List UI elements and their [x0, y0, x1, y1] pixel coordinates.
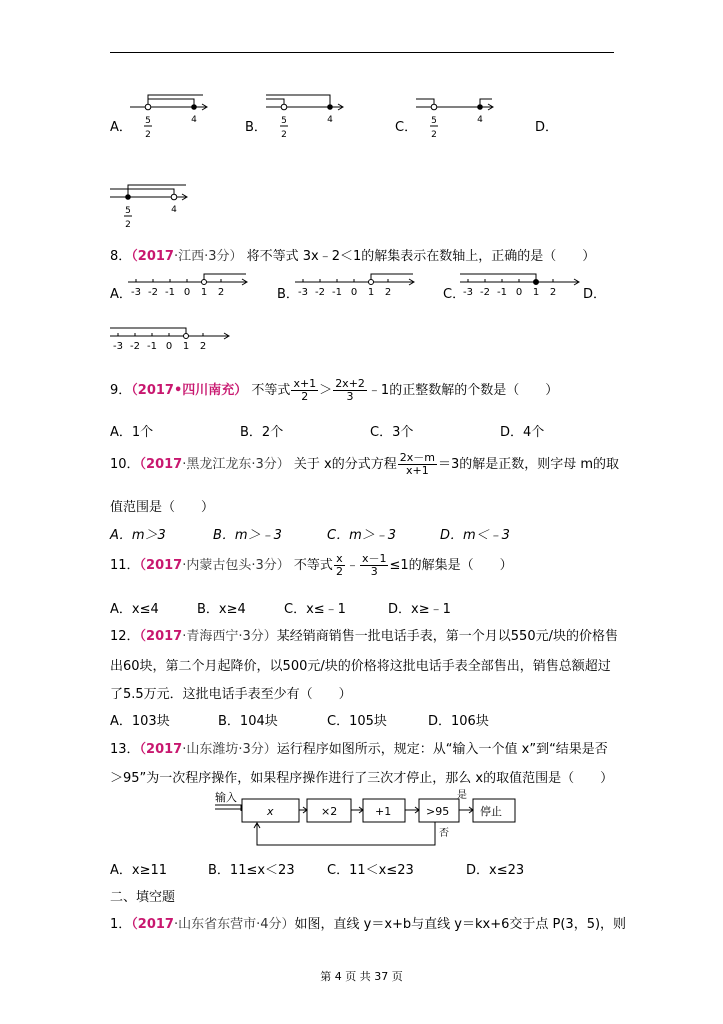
label-four: 4	[327, 115, 333, 125]
tick-label: 2	[384, 287, 392, 298]
q7-option-a-numberline	[128, 90, 213, 145]
label-two: 2	[431, 130, 437, 140]
q7-option-c-numberline	[414, 90, 499, 145]
q10-stem: 10．（2017·黑龙江龙东·3分） 关于 x的分式方程 $\frac{2x-m}{x+1}$ ＝3的解是正数，则字母 m的取	[110, 451, 620, 477]
label-four: 4	[191, 115, 197, 125]
tick-label: -3	[113, 341, 123, 352]
label-two: 2	[145, 130, 151, 140]
flow-no-label: 否	[439, 828, 449, 839]
tick-label: 0	[165, 341, 173, 352]
tick-label: -2	[480, 287, 490, 298]
flow-stop-box: 停止	[480, 805, 502, 818]
q7-option-c-label: C．	[395, 120, 418, 135]
q8-stem: 8．（2017·江西·3分） 将不等式 3x﹣2＜1的解集表示在数轴上，正确的是（ ）	[110, 249, 596, 264]
q11-stem: 11．（2017·内蒙古包头·3分） 不等式 $\frac{x}{2}$ ﹣ $\frac{x-1}{3}$ ≤1的解集是（ ）	[110, 552, 513, 578]
q11-option-d: D．x≥﹣1	[388, 602, 451, 617]
q12-stem-line2: 出60块，第二个月起降价，以500元/块的价格将这批电话手表全部售出，销售总额超过	[110, 659, 611, 674]
q13-stem-line1: 13．（2017·山东潍坊·3分）运行程序如图所示，规定：从“输入一个值 x”到“结果是否	[110, 742, 608, 757]
q8-option-d-label: D．	[583, 287, 607, 302]
section-heading: 二、填空题	[110, 890, 176, 905]
q12-option-a: A．103块	[110, 714, 170, 729]
q7-option-d-numberline	[108, 180, 193, 235]
tick-label: -1	[165, 287, 175, 298]
tick-label: -3	[298, 287, 308, 298]
q8-option-d-numberline	[110, 324, 240, 360]
q12-stem-line1: 12．（2017·青海西宁·3分）某经销商销售一批电话手表，第一个月以550元/块的价格售	[110, 629, 618, 644]
q13-option-b: B．11≤x＜23	[208, 863, 295, 878]
tick-label: 2	[199, 341, 207, 352]
tick-label: -3	[131, 287, 141, 298]
q9-stem: 9．（2017•四川南充） 不等式 $\frac{x+1}{2}$ ＞ $\frac{2x+2}{3}$ ﹣1的正整数解的个数是（ ）	[110, 377, 559, 403]
endpoint-marker	[184, 334, 189, 339]
q11-option-a: A．x≤4	[110, 602, 159, 617]
label-two: 2	[125, 220, 131, 230]
label-four: 4	[477, 115, 483, 125]
endpoint-marker	[369, 280, 374, 285]
tick-label: -1	[497, 287, 507, 298]
tick-label: 1	[532, 287, 540, 298]
q9-option-b: B．2个	[240, 425, 284, 440]
q12-stem-line3: 了5.5万元．这批电话手表至少有（ ）	[110, 687, 352, 702]
q7-option-b-label: B．	[245, 120, 267, 135]
endpoint-marker	[202, 280, 207, 285]
endpoint-marker	[534, 280, 539, 285]
tick-label: 2	[217, 287, 225, 298]
q11-option-b: B．x≥4	[197, 602, 246, 617]
q9-option-a: A．1个	[110, 425, 154, 440]
label-four: 4	[171, 205, 177, 215]
flow-times2-box: ×2	[321, 805, 338, 818]
q10-option-b: B．m＞﹣3	[213, 528, 282, 543]
q7-option-b-numberline	[264, 90, 349, 145]
q10-stem-line2: 值范围是（ ）	[110, 500, 215, 515]
q13-option-c: C．11＜x≤23	[327, 863, 414, 878]
label-five: 5	[281, 116, 287, 126]
q10-option-d: D．m＜﹣3	[440, 528, 510, 543]
q12-option-d: D．106块	[428, 714, 489, 729]
q9-option-d: D．4个	[500, 425, 545, 440]
q8-option-a-numberline	[128, 270, 258, 306]
label-five: 5	[125, 206, 131, 216]
tick-label: 2	[549, 287, 557, 298]
label-five: 5	[145, 116, 151, 126]
tick-label: -1	[147, 341, 157, 352]
q13-flowchart	[205, 788, 525, 852]
q13-option-d: D．x≤23	[466, 863, 525, 878]
label-two: 2	[281, 130, 287, 140]
flow-cond-box: >95	[426, 805, 450, 818]
flow-input-label: 输入	[215, 791, 237, 804]
tick-label: -2	[130, 341, 140, 352]
tick-label: -2	[148, 287, 158, 298]
q8-option-a-label: A．	[110, 287, 132, 302]
header-rule	[110, 52, 614, 53]
label-five: 5	[431, 116, 437, 126]
q8-option-b-numberline	[295, 270, 425, 306]
q13-option-a: A．x≥11	[110, 863, 168, 878]
tick-label: 0	[350, 287, 358, 298]
q7-option-a-label: A．	[110, 120, 132, 135]
tick-label: 0	[515, 287, 523, 298]
tick-label: 1	[182, 341, 190, 352]
tick-label: 1	[200, 287, 208, 298]
page-footer: 第 4 页 共 37 页	[320, 970, 403, 983]
flow-x-box: x	[267, 805, 274, 818]
tick-label: -2	[315, 287, 325, 298]
tick-label: 1	[367, 287, 375, 298]
q8-option-c-label: C．	[443, 287, 466, 302]
tick-label: -3	[463, 287, 473, 298]
q7-option-d-label: D．	[535, 120, 559, 135]
flow-plus1-box: +1	[375, 805, 392, 818]
q9-option-c: C．3个	[370, 425, 414, 440]
q8-option-c-numberline	[460, 270, 590, 306]
q12-option-c: C．105块	[327, 714, 387, 729]
tick-label: -1	[332, 287, 342, 298]
q10-option-c: C．m＞﹣3	[327, 528, 397, 543]
q13-stem-line2: ＞95”为一次程序操作，如果程序操作进行了三次才停止，那么 x的取值范围是（ ）	[110, 771, 614, 786]
tick-label: 0	[183, 287, 191, 298]
q8-option-b-label: B．	[277, 287, 299, 302]
q12-option-b: B．104块	[218, 714, 278, 729]
fill-q1-stem: 1．（2017·山东省东营市·4分）如图，直线 y＝x+b与直线 y＝kx+6交于点 P(3，5)，则	[110, 917, 627, 932]
q11-option-c: C．x≤﹣1	[284, 602, 346, 617]
flow-yes-label: 是	[457, 790, 467, 801]
q10-option-a: A．m＞3	[110, 528, 166, 543]
